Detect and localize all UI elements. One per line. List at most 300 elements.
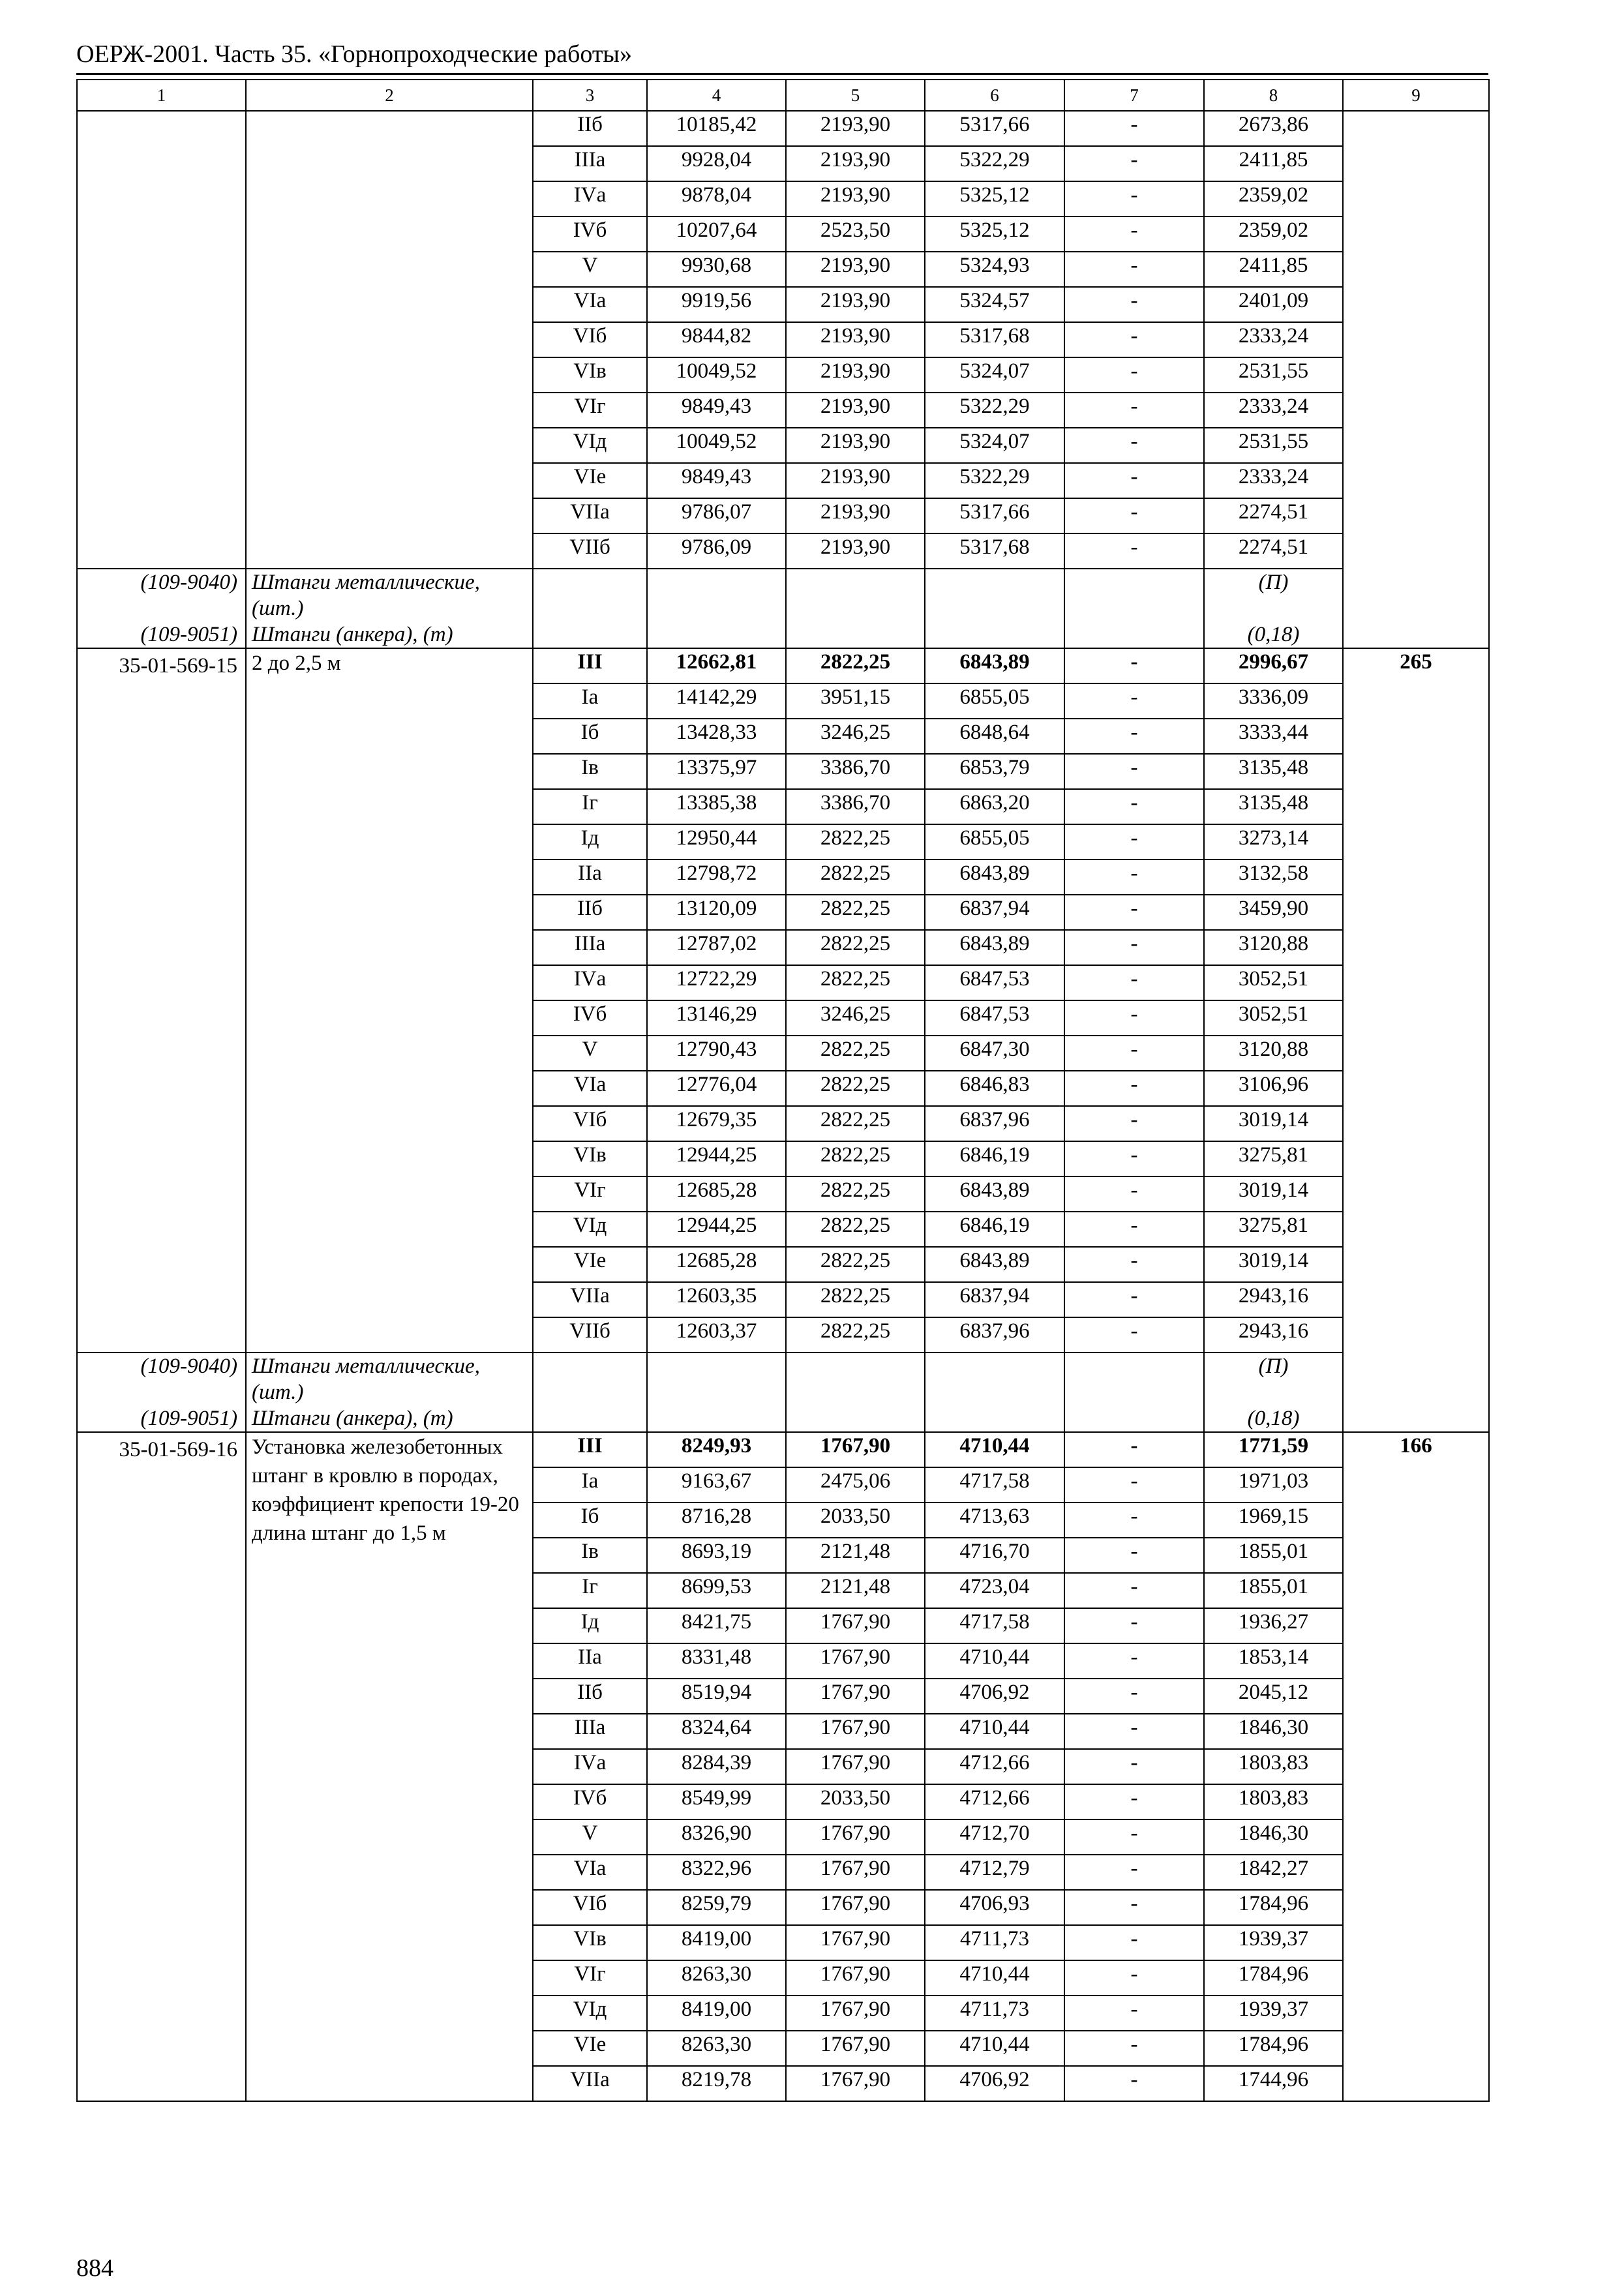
value-col7: - [1064, 1282, 1204, 1317]
zone-cell: IIIа [533, 146, 647, 181]
value-col5: 1767,90 [786, 1679, 925, 1714]
value-col8: 1771,59 [1204, 1432, 1343, 1467]
value-col6: 5325,12 [925, 181, 1064, 217]
value-col6: 4717,58 [925, 1467, 1064, 1503]
value-col6: 4712,66 [925, 1784, 1064, 1819]
zone-cell: VIг [533, 1960, 647, 1996]
value-col4: 8699,53 [647, 1573, 786, 1608]
value-col5: 1767,90 [786, 1714, 925, 1749]
value-col4: 12944,25 [647, 1141, 786, 1176]
value-col6: 4712,70 [925, 1819, 1064, 1855]
zone-cell: III [533, 648, 647, 683]
value-col7: - [1064, 1855, 1204, 1890]
table-row [77, 648, 1489, 683]
value-col6: 6846,83 [925, 1071, 1064, 1106]
value-col7: - [1064, 1643, 1204, 1679]
value-col4: 9849,43 [647, 393, 786, 428]
value-col7: - [1064, 2031, 1204, 2066]
value-col5: 2193,90 [786, 463, 925, 498]
value-col7: - [1064, 895, 1204, 930]
value-col4: 10049,52 [647, 357, 786, 393]
value-col4: 10185,42 [647, 111, 786, 146]
value-col7: - [1064, 1573, 1204, 1608]
material-code: (109-9040) [77, 569, 246, 621]
zone-cell: VIIб [533, 1317, 647, 1353]
material-name: Штанги металлические, (шт.) [246, 1353, 533, 1405]
value-col7: - [1064, 719, 1204, 754]
column-header-4: 4 [647, 80, 786, 111]
zone-cell: VIб [533, 1106, 647, 1141]
value-col7: - [1064, 1538, 1204, 1573]
value-col7: - [1064, 322, 1204, 357]
value-col6-empty [925, 1353, 1064, 1405]
value-col7: - [1064, 463, 1204, 498]
value-col7: - [1064, 393, 1204, 428]
value-col8: 1939,37 [1204, 1996, 1343, 2031]
value-col7: - [1064, 181, 1204, 217]
value-col4-empty [647, 621, 786, 648]
value-col5: 2193,90 [786, 252, 925, 287]
value-col8: 1846,30 [1204, 1714, 1343, 1749]
value-col7: - [1064, 1141, 1204, 1176]
material-name: Штанги (анкера), (т) [246, 621, 533, 648]
value-col4: 12662,81 [647, 648, 786, 683]
value-col5: 2822,25 [786, 930, 925, 965]
zone-cell: IVа [533, 181, 647, 217]
zone-cell: VIIа [533, 2066, 647, 2101]
zone-cell: Iа [533, 683, 647, 719]
value-col5: 2121,48 [786, 1538, 925, 1573]
value-col4: 8324,64 [647, 1714, 786, 1749]
zone-cell: IIа [533, 1643, 647, 1679]
value-col8: 2531,55 [1204, 428, 1343, 463]
zone-cell: VIIа [533, 498, 647, 533]
value-col7: - [1064, 1317, 1204, 1353]
value-col5: 2193,90 [786, 498, 925, 533]
zone-cell: VIв [533, 357, 647, 393]
value-col6: 4712,66 [925, 1749, 1064, 1784]
value-col7: - [1064, 1714, 1204, 1749]
column-header-2: 2 [246, 80, 533, 111]
value-col9-cell [1343, 648, 1489, 1432]
value-col5: 2193,90 [786, 181, 925, 217]
value-col4: 12722,29 [647, 965, 786, 1000]
value-col5: 2822,25 [786, 1141, 925, 1176]
zone-cell: VIг [533, 393, 647, 428]
zone-cell: Iб [533, 1503, 647, 1538]
value-col6: 6853,79 [925, 754, 1064, 789]
value-col6: 5322,29 [925, 463, 1064, 498]
value-col7: - [1064, 1176, 1204, 1212]
material-row [77, 569, 1489, 621]
zone-cell: Iг [533, 1573, 647, 1608]
value-col6: 6847,53 [925, 1000, 1064, 1036]
value-col4: 9163,67 [647, 1467, 786, 1503]
value-col8: 3275,81 [1204, 1212, 1343, 1247]
value-col4: 14142,29 [647, 683, 786, 719]
value-col5: 2193,90 [786, 146, 925, 181]
value-col5: 2822,25 [786, 860, 925, 895]
material-row [77, 1353, 1489, 1405]
value-col4: 13428,33 [647, 719, 786, 754]
value-col9: 166 [1400, 1434, 1432, 1458]
value-col6: 4706,92 [925, 1679, 1064, 1714]
zone-cell: VIа [533, 1071, 647, 1106]
zone-cell: Iг [533, 789, 647, 824]
value-col7: - [1064, 1890, 1204, 1925]
value-col8: 2333,24 [1204, 322, 1343, 357]
value-col5: 2193,90 [786, 111, 925, 146]
value-col7-empty [1064, 569, 1204, 621]
value-col5: 2475,06 [786, 1467, 925, 1503]
zone-cell: VIг [533, 1176, 647, 1212]
value-col6: 6837,96 [925, 1106, 1064, 1141]
value-col4: 8693,19 [647, 1538, 786, 1573]
value-col8: 2411,85 [1204, 252, 1343, 287]
value-col5: 2121,48 [786, 1573, 925, 1608]
value-col7: - [1064, 1247, 1204, 1282]
value-col8: 1842,27 [1204, 1855, 1343, 1890]
value-col6: 4706,92 [925, 2066, 1064, 2101]
value-col7: - [1064, 146, 1204, 181]
rate-code-cell [77, 648, 246, 1353]
value-col8: 1784,96 [1204, 1960, 1343, 1996]
value-col4: 8519,94 [647, 1679, 786, 1714]
value-col4: 9930,68 [647, 252, 786, 287]
value-col7: - [1064, 1749, 1204, 1784]
value-col5: 1767,90 [786, 1819, 925, 1855]
value-col5: 2822,25 [786, 824, 925, 860]
zone-cell: VIIа [533, 1282, 647, 1317]
value-col5: 2193,90 [786, 393, 925, 428]
value-col4: 12787,02 [647, 930, 786, 965]
value-col4: 12790,43 [647, 1036, 786, 1071]
value-col6: 6843,89 [925, 930, 1064, 965]
zone-cell: VIд [533, 1996, 647, 2031]
value-col7-empty [1064, 1353, 1204, 1405]
value-col7: - [1064, 860, 1204, 895]
value-col6: 4711,73 [925, 1925, 1064, 1960]
value-col6: 4712,79 [925, 1855, 1064, 1890]
value-col4: 8421,75 [647, 1608, 786, 1643]
value-col7: - [1064, 217, 1204, 252]
value-col6: 4710,44 [925, 1960, 1064, 1996]
zone-cell: IIа [533, 860, 647, 895]
zone-cell: Iа [533, 1467, 647, 1503]
value-col6: 5324,57 [925, 287, 1064, 322]
value-col7: - [1064, 533, 1204, 569]
value-col6: 4710,44 [925, 1432, 1064, 1467]
value-col5: 1767,90 [786, 1960, 925, 1996]
value-col8: 3336,09 [1204, 683, 1343, 719]
value-col6: 4710,44 [925, 2031, 1064, 2066]
value-col4: 8716,28 [647, 1503, 786, 1538]
value-col4: 8263,30 [647, 2031, 786, 2066]
table-row [77, 1432, 1489, 1467]
value-col9-cell [1343, 111, 1489, 648]
zone-cell: VIв [533, 1141, 647, 1176]
material-row [77, 621, 1489, 648]
value-col4: 9919,56 [647, 287, 786, 322]
value-col6: 6847,53 [925, 965, 1064, 1000]
value-col7: - [1064, 1996, 1204, 2031]
value-col7: - [1064, 1036, 1204, 1071]
value-col4: 8331,48 [647, 1643, 786, 1679]
value-col8: 3132,58 [1204, 860, 1343, 895]
value-col5: 1767,90 [786, 1608, 925, 1643]
value-col6: 5317,66 [925, 111, 1064, 146]
value-col5: 2193,90 [786, 322, 925, 357]
value-col6: 4723,04 [925, 1573, 1064, 1608]
zone-cell: III [533, 1432, 647, 1467]
value-col7: - [1064, 648, 1204, 683]
value-col6: 5324,07 [925, 428, 1064, 463]
value-col8: 1855,01 [1204, 1538, 1343, 1573]
zone-cell: Iб [533, 719, 647, 754]
value-col5: 3386,70 [786, 789, 925, 824]
value-col4: 8419,00 [647, 1925, 786, 1960]
value-col6: 6863,20 [925, 789, 1064, 824]
zone-cell: Iд [533, 824, 647, 860]
value-col6: 5322,29 [925, 146, 1064, 181]
value-col8: 3052,51 [1204, 1000, 1343, 1036]
value-col9-cell [1343, 1432, 1489, 2101]
zone-cell: VIIб [533, 533, 647, 569]
column-header-1: 1 [77, 80, 246, 111]
price-table [76, 79, 1490, 2102]
value-col7: - [1064, 1960, 1204, 1996]
zone-cell: V [533, 1819, 647, 1855]
value-col8: 1855,01 [1204, 1573, 1343, 1608]
value-col6: 6837,94 [925, 1282, 1064, 1317]
column-header-5: 5 [786, 80, 925, 111]
zone-cell: VIе [533, 2031, 647, 2066]
zone-cell: IVб [533, 1000, 647, 1036]
value-col6: 6843,89 [925, 648, 1064, 683]
value-col7: - [1064, 789, 1204, 824]
value-col4-empty [647, 569, 786, 621]
value-col8: 3273,14 [1204, 824, 1343, 860]
value-col7: - [1064, 1679, 1204, 1714]
value-col4: 12679,35 [647, 1106, 786, 1141]
value-col7: - [1064, 2066, 1204, 2101]
value-col4: 9849,43 [647, 463, 786, 498]
value-col6: 6847,30 [925, 1036, 1064, 1071]
value-col4: 8259,79 [647, 1890, 786, 1925]
zone-cell: VIд [533, 1212, 647, 1247]
value-col8: 2274,51 [1204, 533, 1343, 569]
value-col4: 12944,25 [647, 1212, 786, 1247]
value-col5: 1767,90 [786, 2066, 925, 2101]
value-col5: 3246,25 [786, 719, 925, 754]
value-col5-empty [786, 569, 925, 621]
value-col8: 1803,83 [1204, 1749, 1343, 1784]
rate-name: Установка железобетонных штанг в кровлю в породах, коэффициент крепости 19-20 длина штанг до 1,5 м [252, 1435, 519, 1545]
zone-cell: VIа [533, 1855, 647, 1890]
value-col5: 2822,25 [786, 1071, 925, 1106]
value-col8: 2943,16 [1204, 1282, 1343, 1317]
rate-code-cell [77, 1432, 246, 2101]
rate-name-cell [246, 648, 533, 1353]
zone-cell: IIб [533, 895, 647, 930]
material-value: (0,18) [1204, 621, 1343, 648]
material-value: (0,18) [1204, 1405, 1343, 1432]
value-col5: 2822,25 [786, 1282, 925, 1317]
zone-cell: IIб [533, 111, 647, 146]
material-name: Штанги (анкера), (т) [246, 1405, 533, 1432]
value-col4: 8249,93 [647, 1432, 786, 1467]
value-col7: - [1064, 1106, 1204, 1141]
value-col4: 12603,35 [647, 1282, 786, 1317]
value-col6-empty [925, 621, 1064, 648]
value-col5: 1767,90 [786, 1749, 925, 1784]
zone-cell: IVа [533, 965, 647, 1000]
value-col6: 4706,93 [925, 1890, 1064, 1925]
rate-code: 35-01-569-16 [119, 1438, 237, 1461]
value-col6: 6843,89 [925, 1176, 1064, 1212]
value-col8: 1971,03 [1204, 1467, 1343, 1503]
value-col8: 2943,16 [1204, 1317, 1343, 1353]
value-col4-empty [647, 1353, 786, 1405]
value-col5: 2193,90 [786, 287, 925, 322]
value-col8: 3135,48 [1204, 754, 1343, 789]
rate-code-cell [77, 111, 246, 569]
value-col4: 8263,30 [647, 1960, 786, 1996]
value-col8: 3052,51 [1204, 965, 1343, 1000]
value-col4: 12685,28 [647, 1247, 786, 1282]
column-header-8: 8 [1204, 80, 1343, 111]
material-row [77, 1405, 1489, 1432]
table-body [77, 80, 1489, 2101]
value-col5: 2822,25 [786, 1247, 925, 1282]
value-col7: - [1064, 287, 1204, 322]
value-col8: 2401,09 [1204, 287, 1343, 322]
zone-cell: IVб [533, 1784, 647, 1819]
value-col6: 4710,44 [925, 1714, 1064, 1749]
value-col4: 9844,82 [647, 322, 786, 357]
material-code: (109-9040) [77, 1353, 246, 1405]
value-col8: 1853,14 [1204, 1643, 1343, 1679]
value-col8: 2531,55 [1204, 357, 1343, 393]
zone-cell: V [533, 252, 647, 287]
page-header: ОЕРЖ-2001. Часть 35. «Горнопроходческие работы» [76, 40, 632, 68]
value-col6: 5317,68 [925, 533, 1064, 569]
value-col4: 12950,44 [647, 824, 786, 860]
value-col8: 3019,14 [1204, 1176, 1343, 1212]
zone-cell: Iд [533, 1608, 647, 1643]
value-col5: 2822,25 [786, 1212, 925, 1247]
value-col4-empty [647, 1405, 786, 1432]
value-col4: 12603,37 [647, 1317, 786, 1353]
value-col7: - [1064, 252, 1204, 287]
value-col8: 2333,24 [1204, 463, 1343, 498]
table-row [77, 111, 1489, 146]
value-col4: 10049,52 [647, 428, 786, 463]
value-col8: 3459,90 [1204, 895, 1343, 930]
value-col4: 9928,04 [647, 146, 786, 181]
value-col7: - [1064, 498, 1204, 533]
value-col4: 13146,29 [647, 1000, 786, 1036]
value-col5: 2193,90 [786, 428, 925, 463]
value-col5: 2523,50 [786, 217, 925, 252]
value-col6: 4711,73 [925, 1996, 1064, 2031]
header-rule [76, 73, 1488, 75]
value-col4: 12685,28 [647, 1176, 786, 1212]
value-col5: 1767,90 [786, 1432, 925, 1467]
zone-cell: VIб [533, 1890, 647, 1925]
rate-code: 35-01-569-15 [119, 654, 237, 678]
value-col8: 2333,24 [1204, 393, 1343, 428]
zone-cell: VIв [533, 1925, 647, 1960]
value-col7: - [1064, 357, 1204, 393]
value-col5-empty [786, 1353, 925, 1405]
column-header-row [77, 80, 1489, 111]
zone-cell: IIIа [533, 930, 647, 965]
value-col5: 1767,90 [786, 1996, 925, 2031]
zone-cell: IIб [533, 1679, 647, 1714]
value-col6: 4717,58 [925, 1608, 1064, 1643]
value-col6: 5324,93 [925, 252, 1064, 287]
value-col4: 13375,97 [647, 754, 786, 789]
value-col6: 6846,19 [925, 1212, 1064, 1247]
value-col4: 9878,04 [647, 181, 786, 217]
value-col4: 13385,38 [647, 789, 786, 824]
zone-cell: VIд [533, 428, 647, 463]
value-col4: 8284,39 [647, 1749, 786, 1784]
value-col5: 2193,90 [786, 533, 925, 569]
value-col6: 6848,64 [925, 719, 1064, 754]
rate-name: 2 до 2,5 м [252, 651, 341, 675]
value-col7: - [1064, 1000, 1204, 1036]
value-col6: 5317,66 [925, 498, 1064, 533]
value-col5: 2033,50 [786, 1503, 925, 1538]
value-col7: - [1064, 1925, 1204, 1960]
zone-cell-empty [533, 569, 647, 621]
value-col8: 3135,48 [1204, 789, 1343, 824]
value-col8: 3275,81 [1204, 1141, 1343, 1176]
value-col6: 4713,63 [925, 1503, 1064, 1538]
value-col8: 1936,27 [1204, 1608, 1343, 1643]
value-col6: 6843,89 [925, 1247, 1064, 1282]
value-col5: 1767,90 [786, 1925, 925, 1960]
value-col8: 1784,96 [1204, 1890, 1343, 1925]
rate-name-cell [246, 111, 533, 569]
value-col6: 5322,29 [925, 393, 1064, 428]
value-col7: - [1064, 965, 1204, 1000]
value-col4: 9786,07 [647, 498, 786, 533]
value-col6: 5317,68 [925, 322, 1064, 357]
material-value: (П) [1204, 1353, 1343, 1405]
value-col7: - [1064, 428, 1204, 463]
column-header-3: 3 [533, 80, 647, 111]
material-code: (109-9051) [77, 1405, 246, 1432]
value-col4: 12776,04 [647, 1071, 786, 1106]
value-col4: 8549,99 [647, 1784, 786, 1819]
value-col8: 1969,15 [1204, 1503, 1343, 1538]
value-col7: - [1064, 1071, 1204, 1106]
zone-cell: Iв [533, 1538, 647, 1573]
value-col7: - [1064, 111, 1204, 146]
zone-cell: IVб [533, 217, 647, 252]
zone-cell-empty [533, 621, 647, 648]
value-col5: 2822,25 [786, 1176, 925, 1212]
value-col6: 6837,96 [925, 1317, 1064, 1353]
value-col5: 2822,25 [786, 895, 925, 930]
zone-cell-empty [533, 1353, 647, 1405]
column-header-6: 6 [925, 80, 1064, 111]
value-col7: - [1064, 1432, 1204, 1467]
column-header-7: 7 [1064, 80, 1204, 111]
